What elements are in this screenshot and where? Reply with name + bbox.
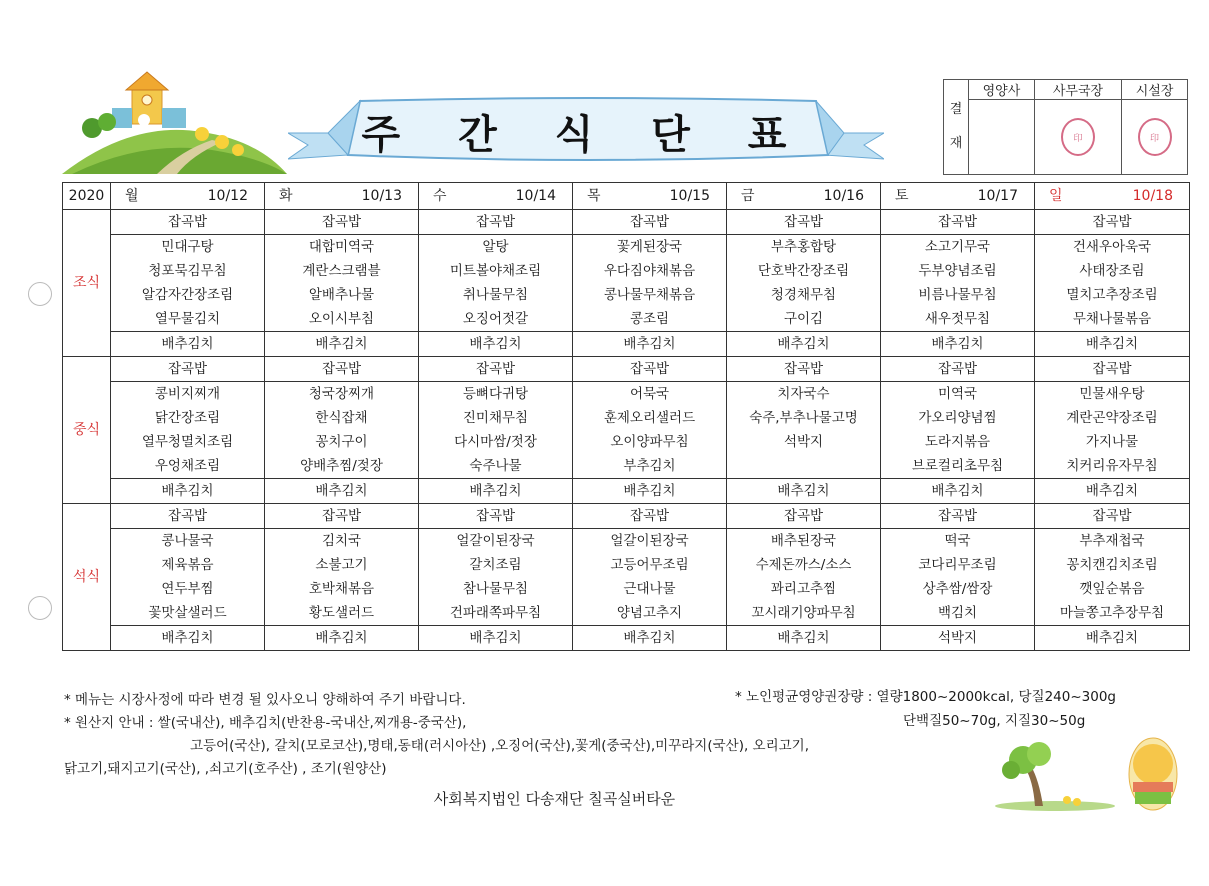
menu-item: 숙주,부추나물고명 [727, 406, 881, 430]
menu-row [63, 406, 1190, 430]
approval-side-label [944, 80, 969, 175]
menu-item: 가오리양념찜 [881, 406, 1035, 430]
menu-item: 진미채무침 [419, 406, 573, 430]
menu-item: 닭간장조림 [111, 406, 265, 430]
menu-item: 잡곡밥 [881, 210, 1035, 235]
menu-item: 김치국 [265, 529, 419, 554]
menu-item: 잡곡밥 [1035, 210, 1190, 235]
approval-side-top: 결 [949, 102, 963, 117]
approval-role: 사무국장 [1034, 80, 1121, 100]
approval-box [943, 79, 1188, 175]
menu-item: 잡곡밥 [419, 357, 573, 382]
menu-item: 구이김 [727, 307, 881, 332]
menu-item: 깻잎순볶음 [1035, 577, 1190, 601]
menu-row [63, 382, 1190, 407]
menu-item: 잡곡밥 [265, 357, 419, 382]
meal-label: 중식 [63, 357, 111, 504]
menu-item: 떡국 [881, 529, 1035, 554]
day-header [111, 183, 265, 210]
menu-row [63, 283, 1190, 307]
approval-side-bottom: 재 [949, 136, 963, 151]
day-name: 수 [433, 188, 447, 204]
menu-item: 고등어무조림 [573, 553, 727, 577]
menu-item: 석박지 [881, 626, 1035, 651]
menu-row [63, 529, 1190, 554]
menu-item: 잡곡밥 [419, 504, 573, 529]
nutrition-line: * 노인평균영양권장량 : 열량1800~2000kcal, 당질240~300g [735, 689, 1116, 705]
menu-item: 배추김치 [111, 626, 265, 651]
menu-item: 부추재첩국 [1035, 529, 1190, 554]
menu-item: 호박채볶음 [265, 577, 419, 601]
menu-item: 배추김치 [573, 332, 727, 357]
menu-item: 건새우아욱국 [1035, 235, 1190, 260]
day-date: 10/17 [977, 188, 1018, 204]
menu-row [63, 626, 1190, 651]
menu-item: 미역국 [881, 382, 1035, 407]
menu-item: 비름나물무침 [881, 283, 1035, 307]
menu-item: 우엉채조림 [111, 454, 265, 479]
menu-item: 오이양파무침 [573, 430, 727, 454]
menu-item: 건파래쪽파무침 [419, 601, 573, 626]
menu-item: 멸치고추장조림 [1035, 283, 1190, 307]
menu-item: 배추김치 [573, 479, 727, 504]
approval-role: 영양사 [969, 80, 1035, 100]
menu-item: 상추쌈/쌈장 [881, 577, 1035, 601]
menu-item: 배추김치 [727, 626, 881, 651]
menu-item: 잡곡밥 [111, 210, 265, 235]
menu-item: 두부양념조림 [881, 259, 1035, 283]
seal-stamp-icon: 印 [1138, 118, 1172, 156]
menu-item: 열무물김치 [111, 307, 265, 332]
menu-item: 꽃게된장국 [573, 235, 727, 260]
menu-item: 잡곡밥 [727, 504, 881, 529]
menu-item [727, 454, 881, 479]
menu-item: 알탕 [419, 235, 573, 260]
menu-item: 얼갈이된장국 [419, 529, 573, 554]
menu-item: 꽈리고추찜 [727, 577, 881, 601]
menu-item: 배추김치 [265, 479, 419, 504]
menu-row [63, 553, 1190, 577]
menu-item: 배추김치 [881, 479, 1035, 504]
day-header [265, 183, 419, 210]
menu-item: 잡곡밥 [573, 210, 727, 235]
menu-item: 소불고기 [265, 553, 419, 577]
menu-item: 코다리무조림 [881, 553, 1035, 577]
menu-item: 배추김치 [573, 626, 727, 651]
binder-hole-icon [28, 596, 52, 620]
menu-item: 숙주나물 [419, 454, 573, 479]
menu-item: 새우젓무침 [881, 307, 1035, 332]
day-header [1035, 183, 1190, 210]
note-line: 닭고기,돼지고기(국산), ,쇠고기(호주산) , 조기(원양산) [64, 761, 387, 777]
menu-item: 취나물무침 [419, 283, 573, 307]
menu-item: 계란곤약장조림 [1035, 406, 1190, 430]
day-header [573, 183, 727, 210]
year-cell: 2020 [63, 183, 111, 210]
menu-item: 잡곡밥 [111, 357, 265, 382]
approval-sign-cell [1034, 100, 1121, 175]
menu-item: 사태장조림 [1035, 259, 1190, 283]
menu-item: 어묵국 [573, 382, 727, 407]
day-date: 10/16 [823, 188, 864, 204]
menu-item: 우다짐야채볶음 [573, 259, 727, 283]
menu-item: 양배추찜/젖장 [265, 454, 419, 479]
menu-row [63, 259, 1190, 283]
menu-item: 배추김치 [727, 332, 881, 357]
day-name: 월 [125, 188, 139, 204]
menu-item: 마늘쫑고추장무침 [1035, 601, 1190, 626]
menu-item: 잡곡밥 [1035, 504, 1190, 529]
menu-item: 오이시부침 [265, 307, 419, 332]
day-name: 토 [895, 188, 909, 204]
menu-item: 석박지 [727, 430, 881, 454]
menu-item: 알배추나물 [265, 283, 419, 307]
menu-row [63, 357, 1190, 382]
menu-item: 배추김치 [727, 479, 881, 504]
menu-row [63, 235, 1190, 260]
menu-item: 배추김치 [265, 332, 419, 357]
menu-item: 배추김치 [419, 479, 573, 504]
menu-item: 배추김치 [111, 479, 265, 504]
menu-item: 계란스크램블 [265, 259, 419, 283]
meal-label: 석식 [63, 504, 111, 651]
menu-item: 백김치 [881, 601, 1035, 626]
menu-row [63, 307, 1190, 332]
menu-item: 잡곡밥 [881, 504, 1035, 529]
menu-item: 잡곡밥 [265, 504, 419, 529]
menu-item: 배추김치 [419, 332, 573, 357]
menu-item: 알감자간장조림 [111, 283, 265, 307]
day-name: 일 [1049, 188, 1063, 204]
note-line: 고등어(국산), 갈치(모로코산),명태,동태(러시아산) ,오징어(국산),꽃게(중국산),미꾸라지(국산), 오리고기, [190, 738, 810, 754]
menu-row [63, 577, 1190, 601]
menu-item: 청국장찌개 [265, 382, 419, 407]
page-title: 주 간 식 단 표 [361, 111, 809, 158]
menu-row [63, 454, 1190, 479]
tree-egg-illustration [995, 730, 1180, 812]
menu-item: 콩나물무채볶음 [573, 283, 727, 307]
day-name: 목 [587, 188, 601, 204]
menu-item: 잡곡밥 [419, 210, 573, 235]
menu-item: 콩비지찌개 [111, 382, 265, 407]
meal-label: 조식 [63, 210, 111, 357]
nutrition-line: 단백질50~70g, 지질30~50g [903, 713, 1086, 729]
menu-item: 잡곡밥 [881, 357, 1035, 382]
menu-item: 잡곡밥 [573, 504, 727, 529]
menu-item: 배추된장국 [727, 529, 881, 554]
binder-hole-icon [28, 282, 52, 306]
menu-item: 등뼈다귀탕 [419, 382, 573, 407]
menu-item: 배추김치 [1035, 332, 1190, 357]
menu-row [63, 210, 1190, 235]
day-name: 금 [741, 188, 755, 204]
menu-item: 치자국수 [727, 382, 881, 407]
menu-item: 가지나물 [1035, 430, 1190, 454]
menu-item: 양념고추지 [573, 601, 727, 626]
menu-item: 미트볼야채조림 [419, 259, 573, 283]
menu-item: 부추홍합탕 [727, 235, 881, 260]
day-header [881, 183, 1035, 210]
note-line: * 메뉴는 시장사정에 따라 변경 될 있사오니 양해하여 주기 바랍니다. [64, 692, 466, 708]
organization-text: 사회복지법인 다송재단 칠곡실버타운 [433, 790, 676, 808]
menu-row [63, 601, 1190, 626]
menu-item: 소고기무국 [881, 235, 1035, 260]
menu-item: 단호박간장조림 [727, 259, 881, 283]
menu-item: 꽃맛살샐러드 [111, 601, 265, 626]
menu-item: 민대구탕 [111, 235, 265, 260]
note-line: * 원산지 안내 : 쌀(국내산), 배추김치(반찬용-국내산,찌개용-중국산), [64, 715, 467, 731]
menu-item: 배추김치 [265, 626, 419, 651]
menu-item: 잡곡밥 [727, 357, 881, 382]
menu-item: 다시마쌈/젓장 [419, 430, 573, 454]
menu-item: 무채나물볶음 [1035, 307, 1190, 332]
menu-item: 잡곡밥 [265, 210, 419, 235]
menu-item: 잡곡밥 [111, 504, 265, 529]
notes [64, 689, 809, 781]
menu-row [63, 479, 1190, 504]
menu-item: 한식잡채 [265, 406, 419, 430]
menu-item: 열무청멸치조림 [111, 430, 265, 454]
menu-item: 배추김치 [1035, 479, 1190, 504]
day-name: 화 [279, 188, 293, 204]
menu-item: 잡곡밥 [573, 357, 727, 382]
menu-item: 배추김치 [111, 332, 265, 357]
menu-item: 참나물무침 [419, 577, 573, 601]
menu-item: 배추김치 [419, 626, 573, 651]
menu-item: 훈제오리샐러드 [573, 406, 727, 430]
menu-item: 얼갈이된장국 [573, 529, 727, 554]
nutrition-info [735, 685, 1116, 733]
menu-item: 꽁치캔김치조림 [1035, 553, 1190, 577]
menu-item: 잡곡밥 [727, 210, 881, 235]
menu-item: 연두부찜 [111, 577, 265, 601]
day-date: 10/15 [669, 188, 710, 204]
menu-item: 갈치조림 [419, 553, 573, 577]
menu-item: 부추김치 [573, 454, 727, 479]
menu-item: 콩나물국 [111, 529, 265, 554]
menu-item: 잡곡밥 [1035, 357, 1190, 382]
day-date: 10/12 [207, 188, 248, 204]
menu-item: 도라지볶음 [881, 430, 1035, 454]
approval-sign-cell [1122, 100, 1188, 175]
day-header [419, 183, 573, 210]
menu-item: 꽁치구이 [265, 430, 419, 454]
menu-row [63, 430, 1190, 454]
day-header [727, 183, 881, 210]
menu-item: 브로컬리초무침 [881, 454, 1035, 479]
menu-item: 대합미역국 [265, 235, 419, 260]
approval-sign-cell [969, 100, 1035, 175]
day-date: 10/13 [361, 188, 402, 204]
menu-item: 청포묵김무침 [111, 259, 265, 283]
seal-stamp-icon: 印 [1061, 118, 1095, 156]
menu-row [63, 332, 1190, 357]
day-date: 10/18 [1132, 188, 1173, 204]
menu-item: 황도샐러드 [265, 601, 419, 626]
menu-item: 청경채무침 [727, 283, 881, 307]
weekly-menu-table [62, 182, 1190, 651]
menu-row [63, 504, 1190, 529]
house-hill-illustration [62, 70, 287, 174]
approval-role: 시설장 [1122, 80, 1188, 100]
menu-item: 배추김치 [881, 332, 1035, 357]
menu-item: 수제돈까스/소스 [727, 553, 881, 577]
menu-item: 민물새우탕 [1035, 382, 1190, 407]
menu-item: 꼬시래기양파무침 [727, 601, 881, 626]
menu-item: 치커리유자무침 [1035, 454, 1190, 479]
menu-item: 콩조림 [573, 307, 727, 332]
menu-item: 오징어젓갈 [419, 307, 573, 332]
menu-item: 배추김치 [1035, 626, 1190, 651]
day-date: 10/14 [515, 188, 556, 204]
menu-item: 제육볶음 [111, 553, 265, 577]
menu-item: 근대나물 [573, 577, 727, 601]
